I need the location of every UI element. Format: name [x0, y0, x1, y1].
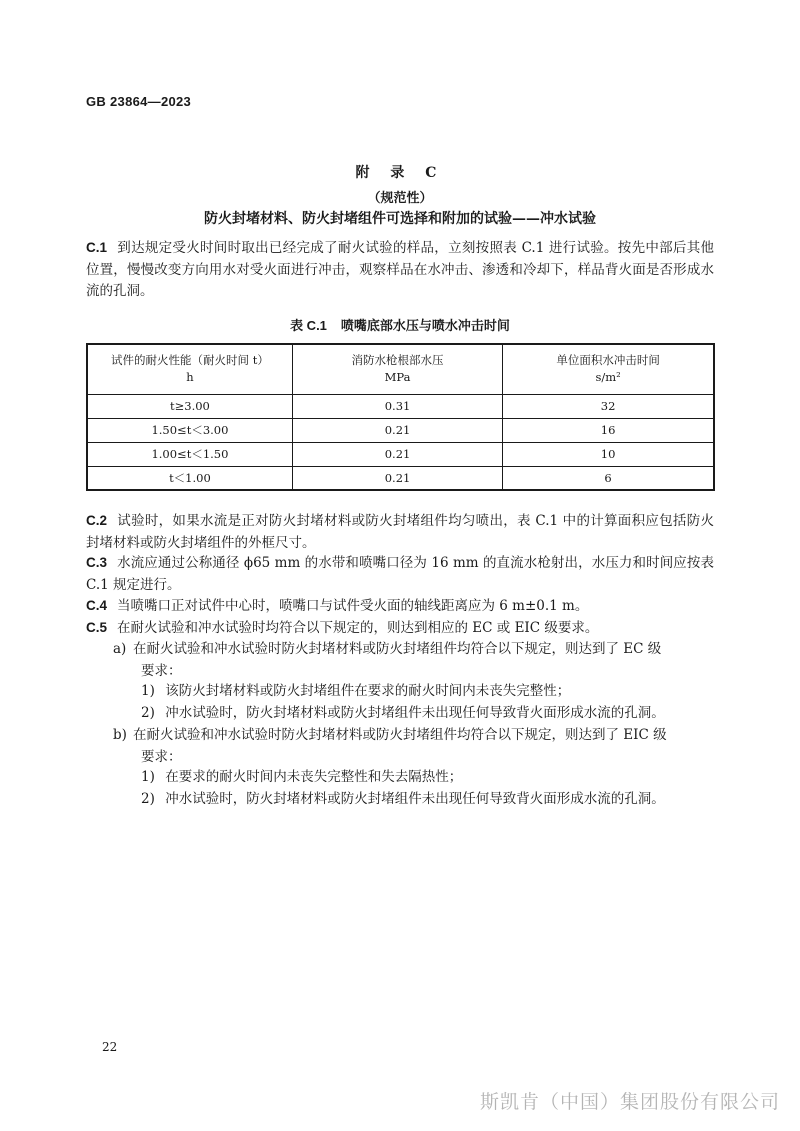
list-item-b-1	[141, 766, 713, 788]
clause-c2	[86, 510, 714, 554]
table-cell: 0.21	[292, 418, 502, 442]
pressure-time-table	[86, 343, 715, 491]
table-cell: 1.50≤t＜3.00	[87, 418, 292, 442]
appendix-heading: 防火封堵材料、防火封堵组件可选择和附加的试验——冲水试验	[204, 211, 596, 227]
list-marker: 2)	[141, 705, 155, 721]
clause-text: 试验时，如果水流是正对防火封堵材料或防火封堵组件均匀喷出，表 C.1 中的计算面积应包括防火封堵材料或防火封堵组件的外框尺寸。	[86, 513, 714, 551]
table-caption	[0, 315, 800, 334]
list-marker: 1)	[141, 683, 155, 699]
table-cell: t≥3.00	[87, 394, 292, 418]
clause-text: 水流应通过公称通径 ϕ65 mm 的水带和喷嘴口径为 16 mm 的直流水枪射出，水压力和时间应按表 C.1 规定进行。	[86, 555, 714, 593]
list-item-b-2	[141, 788, 713, 810]
table-cell: 16	[503, 418, 714, 442]
table-row	[87, 418, 714, 442]
table-number: 表 C.1	[290, 318, 327, 333]
list-text: 在要求的耐火时间内未丧失完整性和失去隔热性；	[165, 769, 463, 785]
clause-c3	[86, 552, 714, 596]
clause-number: C.2	[86, 513, 108, 528]
company-watermark: 斯凯肯（中国）集团股份有限公司	[479, 1091, 780, 1113]
list-marker: 1)	[141, 769, 155, 785]
clause-number: C.3	[86, 555, 108, 570]
clause-c4	[86, 595, 714, 618]
list-marker: 2)	[141, 791, 155, 807]
list-text: 冲水试验时，防火封堵材料或防火封堵组件未出现任何导致背火面形成水流的孔洞。	[165, 705, 665, 721]
list-marker: a)	[113, 641, 127, 657]
list-item-a	[113, 638, 713, 682]
table-cell: 0.21	[292, 466, 502, 490]
list-text: 该防火封堵材料或防火封堵组件在要求的耐火时间内未丧失完整性；	[165, 683, 571, 699]
table-header-cell: 试件的耐火性能（耐火时间 t） h	[87, 344, 292, 394]
list-item-b	[113, 724, 713, 768]
table-cell: t＜1.00	[87, 466, 292, 490]
table-row	[87, 442, 714, 466]
table-header-cell: 消防水枪根部水压 MPa	[292, 344, 502, 394]
list-text: 在耐火试验和冲水试验时防火封堵材料或防火封堵组件均符合以下规定，则达到了 EIC 级	[133, 727, 667, 743]
clause-c5	[86, 617, 714, 640]
list-text: 在耐火试验和冲水试验时防火封堵材料或防火封堵组件均符合以下规定，则达到了 EC 级	[133, 641, 662, 657]
clause-text: 当喷嘴口正对试件中心时，喷嘴口与试件受火面的轴线距离应为 6 m±0.1 m。	[117, 598, 589, 614]
table-cell: 32	[503, 394, 714, 418]
table-cell: 1.00≤t＜1.50	[87, 442, 292, 466]
page-number: 22	[102, 1040, 118, 1054]
clause-number: C.1	[86, 240, 108, 255]
table-cell: 6	[503, 466, 714, 490]
list-marker: b)	[113, 727, 127, 743]
table-row	[87, 466, 714, 490]
clause-c1	[86, 237, 714, 303]
appendix-kind: （规范性）	[367, 191, 433, 206]
list-item-a-2	[141, 702, 713, 724]
clause-text: 到达规定受火时间时取出已经完成了耐火试验的样品，立刻按照表 C.1 进行试验。按先中部后其他位置，慢慢改变方向用水对受火面进行冲击，观察样品在水冲击、渗透和冷却下，样品背火面是否形成水流的孔洞。	[86, 240, 714, 299]
list-text-continued: 要求：	[141, 663, 182, 679]
table-header-cell: 单位面积水冲击时间 s/m²	[503, 344, 714, 394]
table-row	[87, 394, 714, 418]
table-caption-text: 喷嘴底部水压与喷水冲击时间	[340, 319, 510, 334]
list-text-continued: 要求：	[141, 749, 182, 765]
document-code: GB 23864—2023	[86, 94, 192, 109]
list-text: 冲水试验时，防火封堵材料或防火封堵组件未出现任何导致背火面形成水流的孔洞。	[165, 791, 665, 807]
clause-number: C.4	[86, 598, 108, 613]
appendix-title: 附 录 C	[355, 165, 445, 181]
table-cell: 0.31	[292, 394, 502, 418]
table-header-row	[87, 344, 714, 394]
table-cell: 10	[503, 442, 714, 466]
clause-number: C.5	[86, 620, 108, 635]
table-cell: 0.21	[292, 442, 502, 466]
list-item-a-1	[141, 680, 713, 702]
clause-text: 在耐火试验和冲水试验时均符合以下规定的，则达到相应的 EC 或 EIC 级要求。	[117, 620, 599, 636]
